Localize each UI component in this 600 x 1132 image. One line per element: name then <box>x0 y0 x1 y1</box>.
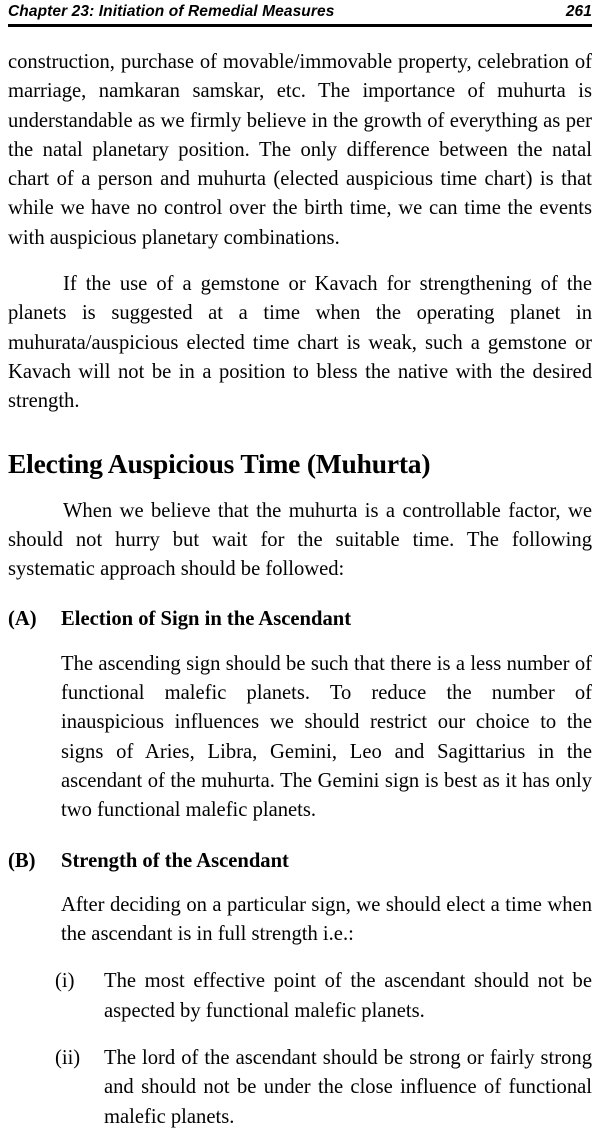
lettered-item-a-marker: (A) <box>8 608 37 631</box>
section-heading: Electing Auspicious Time (Muhurta) <box>8 447 431 479</box>
lettered-item-b-marker: (B) <box>8 849 36 872</box>
lettered-item-b-body: After deciding on a particular sign, we should elect a time when the ascendant is in full strength i.e.: <box>61 893 592 946</box>
paragraph-gemstone: If the use of a gemstone or Kavach for strengthening of the planets is suggested at a time when the operating planet in muhurata/auspicious elected time chart is weak, such a gemstone or Kavach will not be in a position to bless the native with the desired strength. <box>8 273 592 413</box>
lettered-item-a-body: The ascending sign should be such that there is a less number of functional malefic planets. To reduce the number of inauspicious influences we should restrict our choice to the signs of Aries, Libra, Gemini, Leo and Sagittarius in the ascendant of the muhurta. The Gemini sign is best as it has only two functional malefic planets. <box>61 652 592 822</box>
roman-item-ii-body: The lord of the ascendant should be strong or fairly strong and should not be under the close influence of functional malefic planets. <box>104 1047 592 1128</box>
roman-item-i-marker: (i) <box>55 970 75 993</box>
running-head <box>8 0 592 21</box>
page-number: 261 <box>565 3 592 20</box>
lettered-item-b <box>8 847 592 950</box>
lettered-item-a <box>8 605 592 825</box>
lettered-item-a-heading: Election of Sign in the Ascendant <box>61 608 352 631</box>
roman-item-ii <box>8 1044 592 1132</box>
header-divider <box>8 24 592 27</box>
roman-item-ii-marker: (ii) <box>55 1047 81 1070</box>
roman-item-i <box>8 967 592 1026</box>
running-head-chapter-title: Chapter 23: Initiation of Remedial Measures <box>8 3 335 20</box>
paragraph-section-intro: When we believe that the muhurta is a controllable factor, we should not hurry but wait for the suitable time. The following systematic approach should be followed: <box>8 499 592 581</box>
roman-item-i-body: The most effective point of the ascendant should not be aspected by functional malefic planets. <box>104 970 592 1022</box>
lettered-item-b-heading: Strength of the Ascendant <box>61 849 289 872</box>
paragraph-continued: construction, purchase of movable/immovable property, celebration of marriage, namkaran samskar, etc. The importance of muhurta is understandable as we firmly believe in the growth of everything as per the natal planetary position. The only difference between the natal chart of a person and muhurta (elected auspicious time chart) is that while we have no control over the birth time, we can time the events with auspicious planetary combinations. <box>8 51 592 249</box>
